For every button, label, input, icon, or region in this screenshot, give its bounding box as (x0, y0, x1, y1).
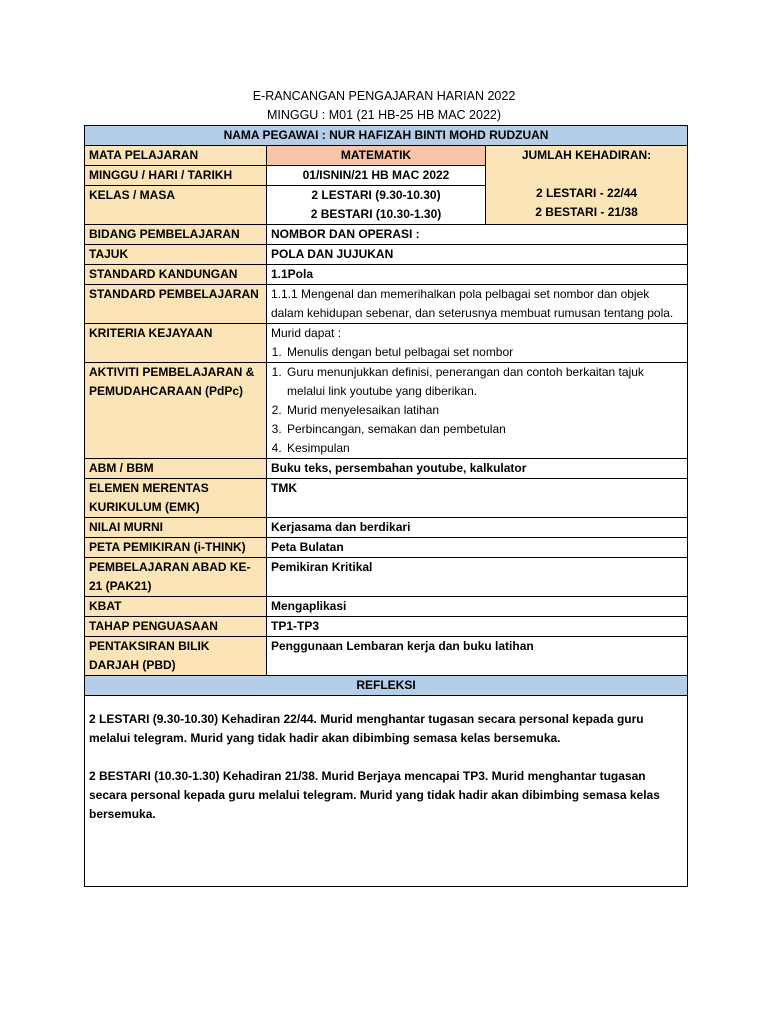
pak21-label: PEMBELAJARAN ABAD KE-21 (PAK21) (85, 558, 267, 597)
tajuk-label: TAJUK (85, 245, 267, 265)
kriteria-intro: Murid dapat : (271, 326, 342, 340)
aktiviti-item: 4. Kesimpulan (285, 439, 683, 458)
reflection-heading: REFLEKSI (85, 676, 688, 696)
teacher-name: NAMA PEGAWAI : NUR HAFIZAH BINTI MOHD RUDZUAN (85, 126, 688, 146)
nilai-value: Kerjasama dan berdikari (267, 518, 688, 538)
abm-label: ABM / BBM (85, 459, 267, 479)
reflection-lestari: 2 LESTARI (9.30-10.30) Kehadiran 22/44. Murid menghantar tugasan secara personal kepada guru melalui telegram. Murid yang tidak hadir akan dibimbing semasa kelas bersemuka. (89, 712, 644, 745)
kriteria-label: KRITERIA KEJAYAAN (85, 324, 267, 363)
class-bestari: 2 BESTARI (10.30-1.30) (310, 207, 442, 221)
emk-label: ELEMEN MERENTAS KURIKULUM (EMK) (85, 479, 267, 518)
class-lestari: 2 LESTARI (9.30-10.30) (311, 188, 441, 202)
aktiviti-label: AKTIVITI PEMBELAJARAN & PEMUDAHCARAAN (PdPc) (85, 363, 267, 459)
attendance-lestari: 2 LESTARI - 22/44 (535, 186, 638, 200)
class-value (267, 186, 486, 225)
peta-label: PETA PEMIKIRAN (i-THINK) (85, 538, 267, 558)
attendance-cell (486, 146, 688, 225)
aktiviti-item: 2. Murid menyelesaikan latihan (285, 401, 683, 420)
sk-label: STANDARD KANDUNGAN (85, 265, 267, 285)
attendance-bestari: 2 BESTARI - 21/38 (535, 205, 638, 219)
pak21-value: Pemikiran Kritikal (267, 558, 688, 597)
document-title: E-RANCANGAN PENGAJARAN HARIAN 2022 (252, 89, 516, 103)
kriteria-item: 1. Menulis dengan betul pelbagai set nombor (285, 343, 683, 362)
kbat-value: Mengaplikasi (267, 597, 688, 617)
sk-value: 1.1Pola (267, 265, 688, 285)
bidang-label: BIDANG PEMBELAJARAN (85, 225, 267, 245)
emk-value: TMK (267, 479, 688, 518)
kriteria-value (267, 324, 688, 363)
tajuk-value: POLA DAN JUJUKAN (267, 245, 688, 265)
pbd-label: PENTAKSIRAN BILIK DARJAH (PBD) (85, 637, 267, 676)
peta-value: Peta Bulatan (267, 538, 688, 558)
abm-value: Buku teks, persembahan youtube, kalkulator (267, 459, 688, 479)
week-heading: MINGGU : M01 (21 HB-25 HB MAC 2022) (266, 108, 502, 122)
aktiviti-item: 3. Perbincangan, semakan dan pembetulan (285, 420, 683, 439)
subject-label: MATA PELAJARAN (85, 146, 267, 166)
week-day-value: 01/ISNIN/21 HB MAC 2022 (267, 166, 486, 186)
aktiviti-item: 1. Guru menunjukkan definisi, penerangan dan contoh berkaitan tajuk melalui link youtube yang diberikan. (285, 363, 683, 401)
aktiviti-value (267, 363, 688, 459)
attendance-label: JUMLAH KEHADIRAN: (521, 148, 652, 162)
subject-value: MATEMATIK (267, 146, 486, 166)
kbat-label: KBAT (85, 597, 267, 617)
class-label: KELAS / MASA (85, 186, 267, 225)
nilai-label: NILAI MURNI (85, 518, 267, 538)
week-day-label: MINGGU / HARI / TARIKH (85, 166, 267, 186)
tahap-label: TAHAP PENGUASAAN (85, 617, 267, 637)
lesson-plan-table (84, 125, 688, 887)
sp-value: 1.1.1 Mengenal dan memerihalkan pola pelbagai set nombor dan objek dalam kehidupan sebenar, dan seterusnya membuat rumusan tentang pola. (267, 285, 688, 324)
sp-label: STANDARD PEMBELAJARAN (85, 285, 267, 324)
bidang-value: NOMBOR DAN OPERASI : (267, 225, 688, 245)
pbd-value: Penggunaan Lembaran kerja dan buku latihan (267, 637, 688, 676)
reflection-body (85, 696, 688, 887)
reflection-bestari: 2 BESTARI (10.30-1.30) Kehadiran 21/38. Murid Berjaya mencapai TP3. Murid menghantar tugasan secara personal kepada guru melalui telegram. Murid yang tidak hadir akan dibimbing semasa kelas bersemuka. (89, 769, 660, 821)
tahap-value: TP1-TP3 (267, 617, 688, 637)
